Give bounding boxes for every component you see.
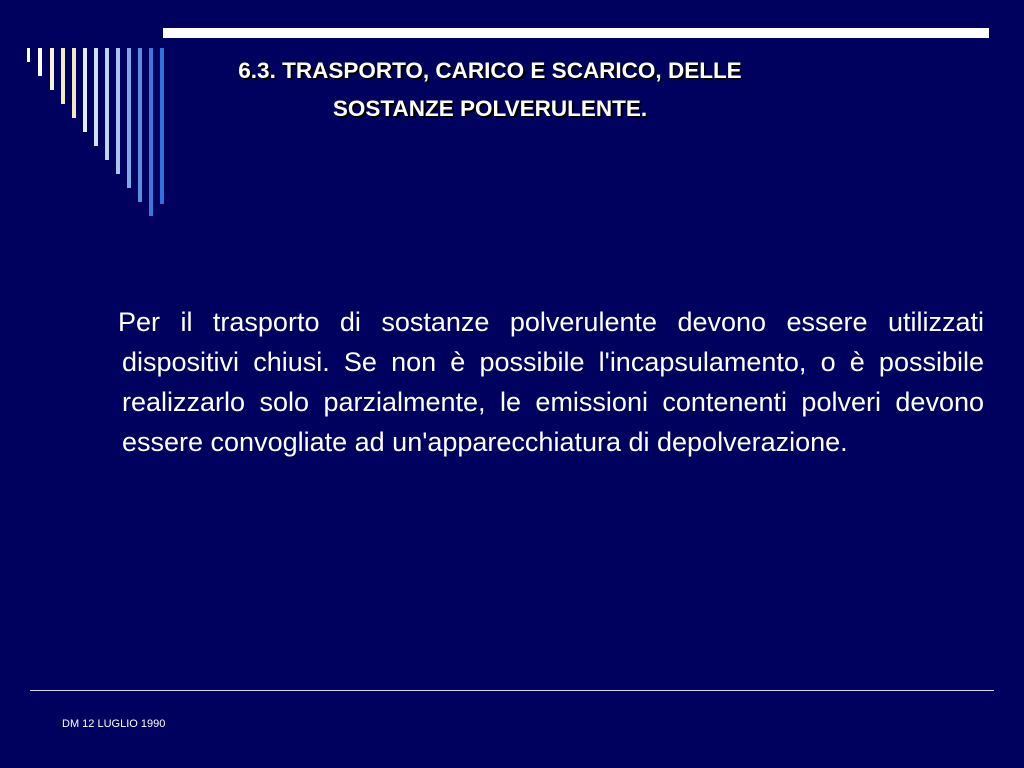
footer-divider	[30, 690, 994, 691]
slide-title-line-2: SOSTANZE POLVERULENTE.	[332, 96, 648, 121]
decorative-bars-graphic	[0, 0, 200, 220]
slide-title	[180, 52, 800, 128]
deco-bar	[38, 48, 42, 76]
footer-text: DM 12 LUGLIO 1990	[62, 718, 166, 730]
deco-bar	[116, 48, 120, 174]
deco-bar	[72, 48, 76, 118]
deco-bar	[138, 48, 142, 202]
deco-bar	[50, 48, 54, 90]
deco-bar	[83, 48, 87, 132]
deco-bar	[127, 48, 131, 188]
slide-title-line-1: 6.3. TRASPORTO, CARICO E SCARICO, DELLE	[238, 58, 742, 83]
deco-bar	[105, 48, 109, 160]
deco-bar	[160, 48, 164, 204]
deco-bar	[61, 48, 65, 104]
deco-bar	[27, 48, 30, 62]
deco-bar	[94, 48, 98, 146]
deco-bar	[149, 48, 153, 216]
body-paragraph: Per il trasporto di sostanze polverulente devono essere utilizzati dispositivi chiusi. Se non è possibile l'incapsulamento, o è possibile realizzarlo solo parzialmente, le emissioni contenenti polveri devono essere convogliate ad un'apparecchiatura di depolverazione.	[118, 307, 984, 457]
top-rule-line	[163, 28, 989, 38]
